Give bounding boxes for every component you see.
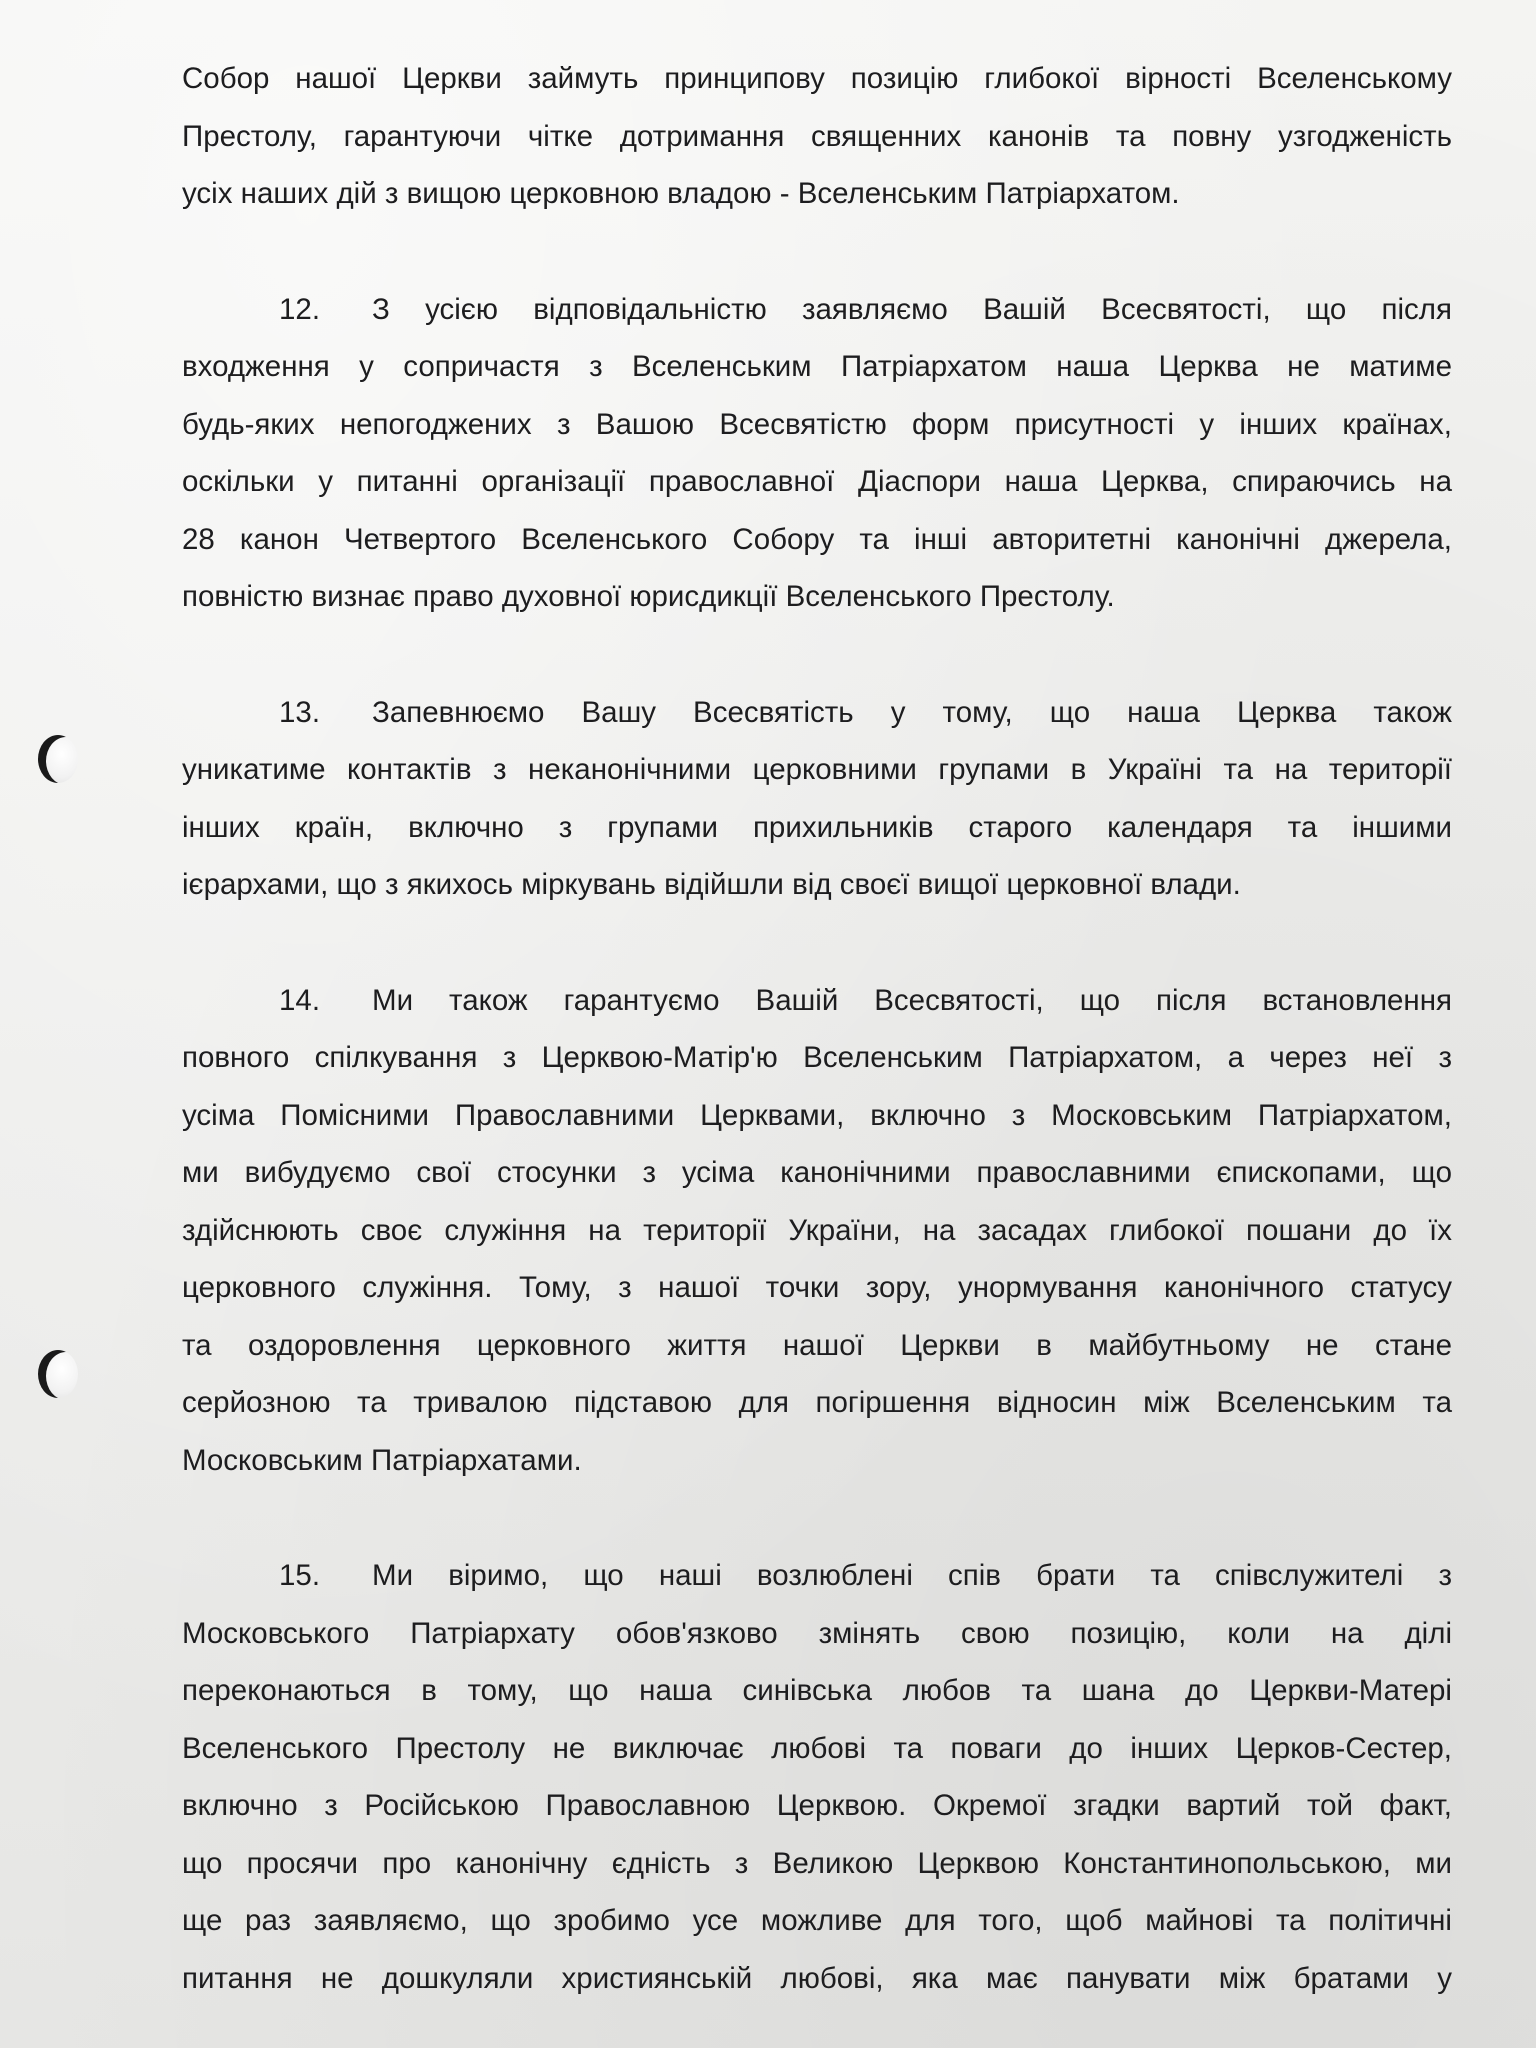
paragraph-number: 14. [279,983,321,1017]
text-line: серйозною та тривалою підставою для погіршення відносин між Вселенським та [182,1386,1452,1419]
text-line: ще раз заявляємо, що зробимо усе можливе для того, щоб майнові та політичні [182,1904,1452,1937]
paragraph-number: 15. [279,1559,321,1592]
text-line: включно з Російською Православною Церквою. Окремої згадки вартий той факт, [182,1789,1452,1822]
paragraph-first-line-text: Запевнюємо Вашу Всесвятість у тому, що наша Церква також [372,695,1452,729]
text-line: оскільки у питанні організації православної Діаспори наша Церква, спираючись на [182,465,1452,498]
text-line: ми вибудуємо свої стосунки з усіма канонічними православними єпископами, що [182,1156,1452,1189]
text-line: інших країн, включно з групами прихильників старого календаря та іншими [182,810,1452,844]
text-line: та оздоровлення церковного життя нашої Церкви в майбутньому не стане [182,1328,1452,1362]
paragraph-12 [182,281,1452,626]
text-line: ієрархами, що з якихось міркувань відійшли від своєї вищої церковної влади. [182,868,1241,901]
text-line: Московського Патріархату обов'язково змінять свою позицію, коли на ділі [182,1616,1452,1650]
paragraph-13 [182,684,1452,914]
document-body [182,50,1452,2007]
paragraph-first-line-text: З усією відповідальністю заявляємо Вашій Всесвятості, що після [372,292,1452,326]
text-line: повністю визнає право духовної юрисдикції Вселенського Престолу. [182,580,1115,613]
intro-paragraph [182,50,1452,223]
text-line: що просячи про канонічну єдність з Великою Церквою Константинопольською, ми [182,1846,1452,1880]
text-line: Московським Патріархатами. [182,1443,582,1477]
text-line: входження у сопричастя з Вселенським Патріархатом наша Церква не матиме [182,350,1452,383]
text-line-first [182,281,1452,339]
text-line: будь-яких непогоджених з Вашою Всесвятістю форм присутності у інших країнах, [182,407,1452,441]
text-line: церковного служіння. Тому, з нашої точки зору, унормування канонічного статусу [182,1271,1452,1304]
text-line: Вселенського Престолу не виключає любові та поваги до інших Церков-Сестер, [182,1731,1452,1765]
paragraph-number: 13. [279,695,321,729]
text-line-first [182,1547,1452,1605]
text-line: усіма Помісними Православними Церквами, включно з Московським Патріархатом, [182,1098,1452,1132]
text-line: усіх наших дій з вищою церковною владою - Вселенським Патріархатом. [182,177,1180,210]
text-line-first [182,972,1452,1030]
punch-hole-lower [38,1350,78,1398]
paragraph-14 [182,972,1452,1490]
paragraph-15 [182,1547,1452,2007]
text-line: уникатиме контактів з неканонічними церковними групами в Україні та на території [182,753,1452,786]
text-line: 28 канон Четвертого Вселенського Собору та інші авторитетні канонічні джерела, [182,522,1452,556]
paragraph-number: 12. [279,292,321,326]
paragraph-first-line-text: Ми віримо, що наші возлюблені спів брати та співслужителі з [372,1559,1452,1592]
text-line-first [182,684,1452,742]
text-line: переконаються в тому, що наша синівська любов та шана до Церкви-Матері [182,1674,1452,1707]
text-line: Престолу, гарантуючи чітке дотримання священних канонів та повну узгодженість [182,119,1452,153]
text-line: здійснюють своє служіння на території України, на засадах глибокої пошани до їх [182,1213,1452,1247]
text-line: повного спілкування з Церквою-Матір'ю Вселенським Патріархатом, а через неї з [182,1041,1452,1074]
text-line: питання не дошкуляли християнській любові, яка має панувати між братами у [182,1961,1452,1995]
punch-hole-upper [38,735,78,783]
paragraph-first-line-text: Ми також гарантуємо Вашій Всесвятості, що після встановлення [372,983,1452,1017]
text-line: Собор нашої Церкви займуть принципову позицію глибокої вірності Вселенському [182,62,1452,95]
